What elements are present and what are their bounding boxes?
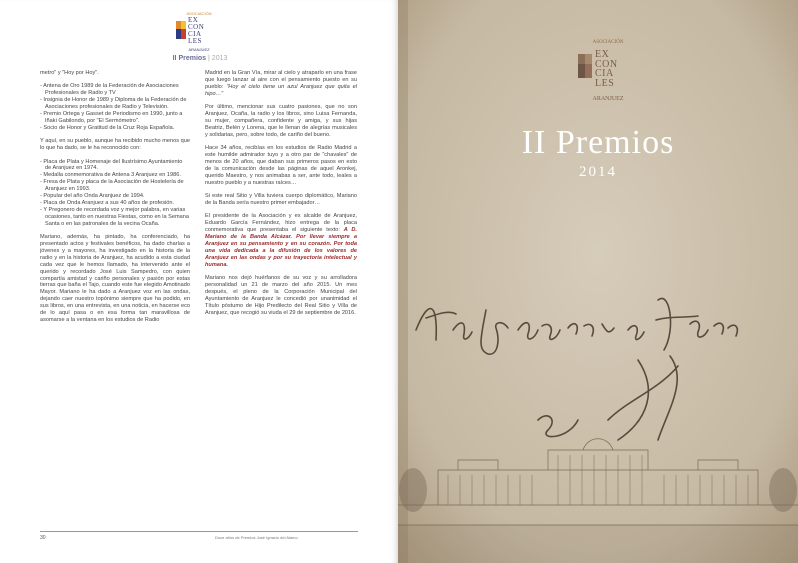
paragraph: Mariano, además, ha pintado, ha conferenciado, ha presentado actos y festivales benéficos, ha dado charlas a jóvenes y a mayores, ha investigado en la historia de la radio y en la historia de Aranjuez, ha acudido a esta ciudad cada vez que le hemos llamado, ha intervenido ante el querido y recordado José Luis Sampedro, con quien compartía amistad y cariño personales y pasión por estas tierras que baña el Tajo, cuando este fue elegido Amotinado Mayor. Mariano le ha dado a Aranjuez voz en las ondas, dejando caer nuestro topónimo siempre que ha podido, en sus libros, en una entrevista, en una noticia, en hacerse eco de lo aquí pasa o en esa forma tan maravillosa de asomarse a la ventana en los estudios de Radio — [40, 234, 190, 323]
text-column-1 — [40, 70, 190, 330]
local-awards-list — [40, 159, 190, 228]
list-item: - Premio Ortega y Gasset de Periodismo en 1990, junto a Iñaki Gabilondo, por "El Sermómetro". — [40, 111, 190, 125]
page-number: 30 — [40, 535, 46, 541]
paragraph: Mariano nos dejó huérfanos de su voz y su arrolladora personalidad un 21 de marzo del año 2015. Un mes después, el pleno de la Corporación Municipal del Ayuntamiento de Aranjuez le concedió por unanimidad el Título póstumo de Hijo Predilecto del Real Sitio y Villa de Aranjuez, que recogió su viuda el 29 de septiembre de 2016. — [205, 275, 357, 316]
paragraph: Y aquí, en su pueblo, aunque ha recibido mucho menos que lo que ha dado, se le ha reconocido con: — [40, 138, 190, 152]
logo-assoc-label: ASOCIACIÓN — [592, 40, 624, 45]
palace-engraving — [398, 430, 798, 563]
paragraph: Madrid en la Gran Vía, mirar al cielo y atraparlo en una frase que luego lanzar al aire con el pensamiento puesto en su pueblo: "Hoy el cielo tiene un azul Aranjuez que quita el hipo…" — [205, 70, 358, 97]
logo-word: EX CON CIA LES — [595, 49, 618, 89]
logo-town-label: ARANJUEZ — [188, 47, 210, 52]
list-item: - Fresa de Plata y placa de la Asociación de Hostelería de Aranjuez en 1993. — [40, 179, 190, 193]
awards-list — [40, 83, 190, 131]
footer-rule — [40, 531, 358, 532]
plaque-inscription: A D. Mariano de la Banda Alcázar. Por llevar siempre a Aranjuez en su pensamiento y en su corazón. Por toda una vida dedicada a la difusión de los valores de Aranjuez en las ondas y por su trayectoria intelectual y humana. — [205, 227, 357, 268]
text-column-2 — [205, 70, 357, 323]
list-item: - Insignia de Honor de 1989 y Diploma de la Federación de Asociaciones profesionales de Radio y Televisión. — [40, 97, 190, 111]
paragraph: Si este real Sitio y Villa tuviera cuerpo diplomático, Mariano de la Banda sería nuestro primer embajador… — [205, 193, 357, 206]
association-logo — [176, 11, 222, 59]
list-item: - Popular del año Onda Aranjuez de 1994. — [40, 193, 190, 200]
logo-assoc-label: ASOCIACIÓN — [186, 11, 212, 16]
list-item: - Placa de Onda Aranjuez a sus 40 años de profesión. — [40, 200, 190, 207]
cover-title: II Premios — [521, 124, 675, 161]
logo-town-label: ARANJUEZ — [592, 96, 624, 102]
list-item: - Medalla conmemorativa de Antena 3 Aranjuez en 1986. — [40, 172, 190, 179]
list-item: - Y Pregonero de recordada voz y mejor palabra, en varias ocasiones, tanto en nuestras Fiestas, como en la Semana Santa o en las patronales de la vecina Ocaña. — [40, 207, 190, 228]
paragraph: Por último, mencionar sus cuatro pasiones, que no son Aranjuez, Ocaña, la radio y los libros, sino Luisa Fernanda, su mujer, compañera, confidente y amiga, y sus hijas Beatriz, Belén y Lorena, que le llenan de alegrías musicales y solidarias, pero, sobre todo, de cariño del bueno. — [205, 104, 357, 138]
association-logo-large — [578, 40, 638, 110]
list-item: - Placa de Plata y Homenaje del Ilustrísimo Ayuntamiento de Aranjuez en 1974. — [40, 159, 190, 173]
section-tag: II Premios | 2013 — [172, 55, 228, 62]
left-page — [0, 0, 398, 563]
logo-color-blocks — [176, 21, 186, 39]
cover-year: 2014 — [579, 164, 617, 180]
running-footer: Doce años de Premios José Ignacio del Alamo — [215, 535, 298, 540]
logo-blocks — [578, 54, 592, 78]
paragraph: El presidente de la Asociación y ex alcalde de Aranjuez, Eduardo García Fernández, hizo entrega de la placa conmemorativa que presentaba el siguiente texto: A D. Mariano de la Banda Alcázar. Por llevar siempre a Aranjuez en su pensamiento y en su corazón. Por toda una vida dedicada a la difusión de los valores de Aranjuez en las ondas y por su trayectoria intelectual y humana. — [205, 213, 357, 268]
paragraph: Hace 34 años, recibías en los estudios de Radio Madrid a este humilde admirador tuyo y a otro par de "chavales" de menos de 20 años, que daban sus primeros pasos en esto de la comunicación desde las páginas de aquel Aronkej, querido Maestro, y nos animabas a ser, ante todo, leales a nuestro pueblo y a nuestras raíces… — [205, 145, 357, 186]
paragraph: metro" y "Hoy por Hoy". — [40, 70, 99, 76]
logo-word: EX CON CIA LES — [188, 16, 205, 45]
list-item: - Socio de Honor y Gratitud de la Cruz Roja Española. — [40, 125, 190, 132]
right-page-cover — [398, 0, 798, 563]
list-item: - Antena de Oro 1989 de la Federación de Asociaciones Profesionales de Radio y TV — [40, 83, 190, 97]
